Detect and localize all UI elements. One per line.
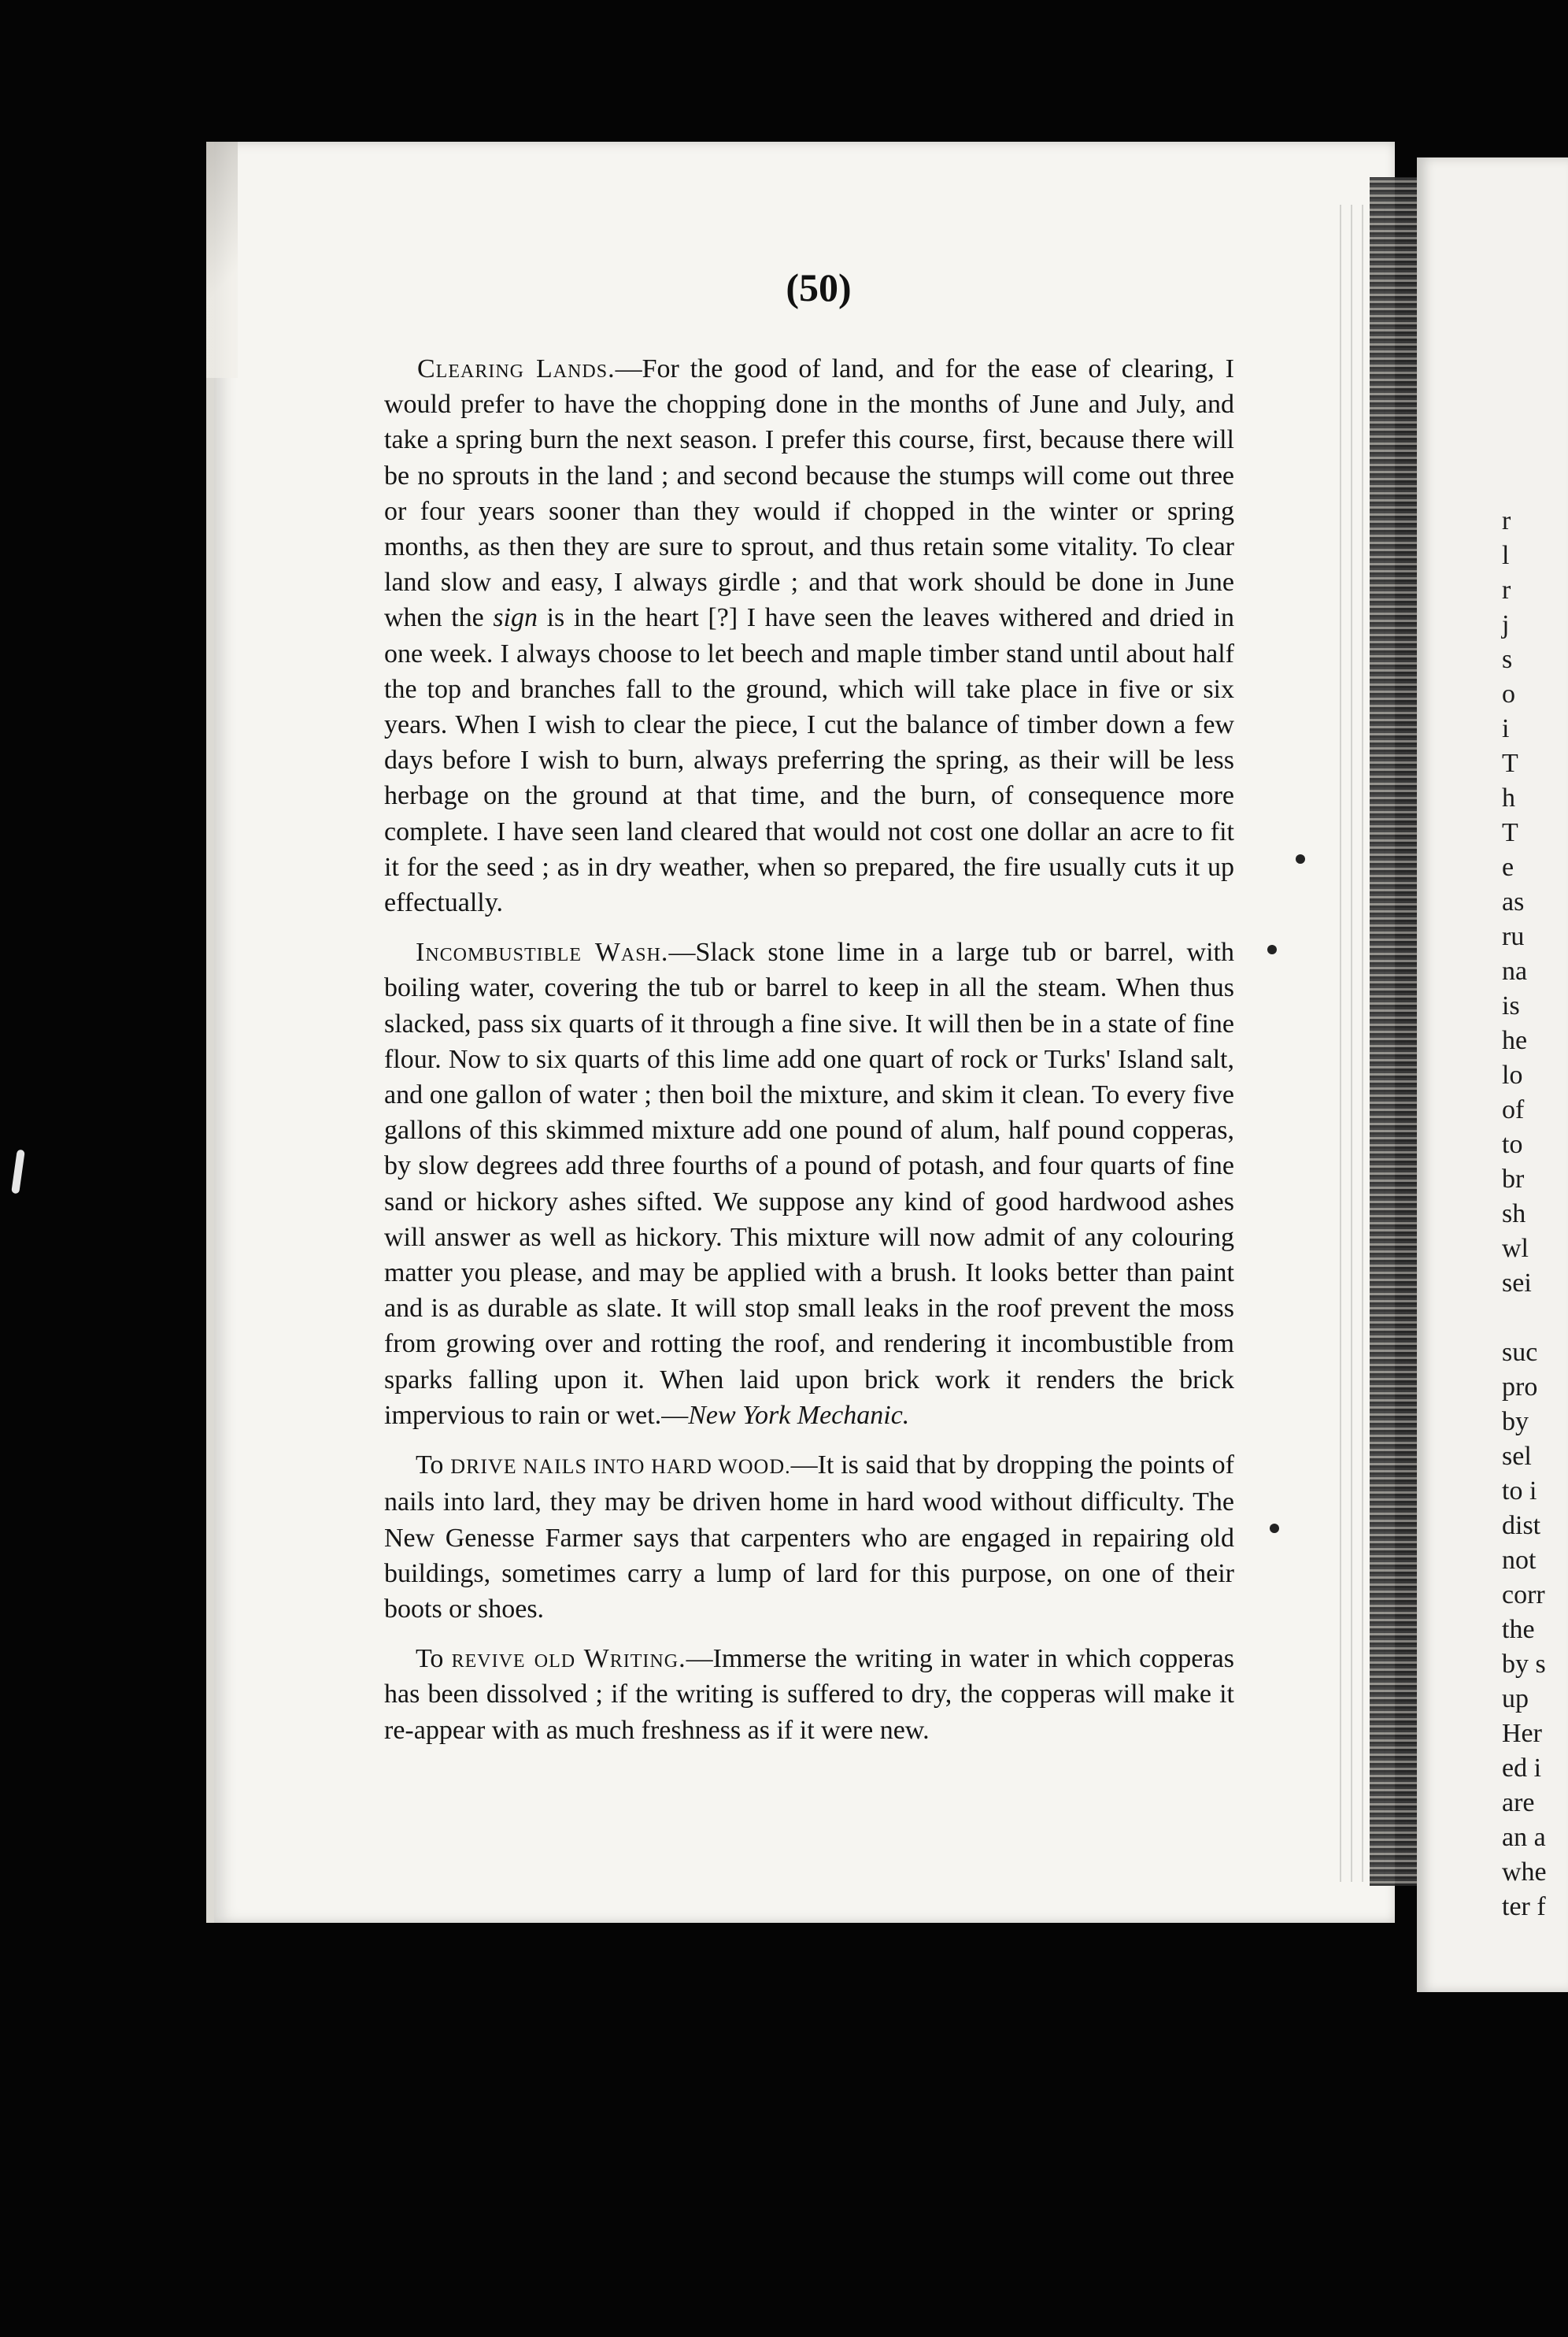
right-page-fragment: e [1502,853,1514,882]
right-page-fragment: sh [1502,1199,1526,1228]
right-page-fragment: na [1502,957,1528,986]
paragraph-drive-nails [384,1447,1234,1627]
right-page-fragment: as [1502,887,1525,917]
right-page-fragments [1502,504,1568,1924]
heading-incombustible-wash: Incombustible Wash. [416,938,669,968]
right-page-fragment: ru [1502,922,1525,951]
right-page-fragment: sel [1502,1442,1532,1471]
heading-prefix: To [416,1644,452,1674]
right-page-fragment: Her [1502,1719,1542,1748]
body-text: —It is said that by dropping the points of nails into lard, they may be driven home in hard wood without difficulty. The New Genesse Farmer says that carpenters who are engaged in repairing old buildings, sometimes carry a lump of lard for this purpose, on one of their boots or shoes. [384,1450,1234,1624]
heading-clearing-lands: Clearing Lands. [417,354,616,383]
right-page-fragment: not [1502,1546,1537,1575]
ink-blot [1270,1524,1279,1533]
right-page-fragment: br [1502,1165,1525,1194]
right-page-fragment: pro [1502,1372,1538,1402]
right-page-fragment: h [1502,783,1515,813]
right-page-fragment: sei [1502,1268,1532,1298]
right-page-fragment: r [1502,506,1511,535]
book-spine [1370,177,1417,1886]
body-text-continued: is in the heart [?] I have seen the leaves withered and dried in one week. I always choose to let beech and maple timber stand until about half the top and branches fall to the ground, which will take place in five or six years. When I wish to clear the piece, I cut the balance of timber down a few days before I wish to burn, always preferring the spring, as their will be less herbage on the ground at that time, and the burn, of consequence more complete. I have seen land cleared that would not cost one dollar an acre to fit it for the seed ; as in dry weather, when so prepared, the fire usually cuts it up effectually. [384,603,1234,918]
right-page-fragment: T [1502,818,1518,847]
right-page-fragment: to [1502,1130,1523,1159]
stray-mark [11,1150,25,1194]
italic-word: sign [493,603,538,633]
right-page-fragment: by s [1502,1650,1546,1679]
right-page-fragment: are [1502,1788,1535,1817]
right-page-fragment: wl [1502,1234,1529,1263]
text-block [384,351,1234,1762]
heading-revive-writing: revive old Writing. [451,1644,686,1674]
body-text: —Immerse the writing in water in which copperas has been dissolved ; if the writing is suffered to dry, the copperas will make it re-appear with as much freshness as if it were new. [384,1644,1234,1745]
right-page-fragment: ter f [1502,1892,1546,1921]
right-page-fragment: T [1502,749,1518,778]
right-page-fragment: is [1502,991,1520,1020]
right-page-fragment: s [1502,645,1513,674]
right-page-fragment: up [1502,1684,1529,1713]
source-citation: New York Mechanic. [688,1400,910,1430]
right-page-fragment: an a [1502,1823,1546,1852]
heading-prefix: To [416,1450,451,1480]
page-corner [206,142,238,378]
paragraph-revive-writing [384,1641,1234,1748]
paragraph-clearing-lands [384,351,1234,920]
right-page-fragment: he [1502,1026,1528,1055]
right-page-fragment: o [1502,680,1515,709]
heading-drive-nails: DRIVE NAILS INTO HARD WOOD. [450,1455,791,1479]
body-text: —Slack stone lime in a large tub or barrel, with boiling water, covering the tub or barrel to keep in all the steam. When thus slacked, pass six quarts of it through a fine sive. It will then be in a state of fine flour. Now to six quarts of this lime add one quart of rock or Turks' Island salt, and one gallon of water ; then boil the mixture, and skim it clean. To every five gallons of this skimmed mixture add one pound of alum, half pound copperas, by slow degrees add three fourths of a pound of potash, and four quarts of fine sand or hickory ashes sifted. We suppose any kind of good hardwood ashes will answer as well as hickory. This mixture will now admit of any colouring matter you please, and may be applied with a brush. It looks better than paint and is as durable as slate. It will stop small leaks in the roof prevent the moss from growing over and rotting the roof, and rendering it incombustible from sparks falling upon it. When laid upon brick work it renders the brick impervious to rain or wet.— [384,938,1234,1430]
right-page-fragment: the [1502,1615,1535,1644]
right-page-fragment: whe [1502,1857,1547,1887]
right-page-fragment: j [1502,610,1510,639]
right-page-fragment: dist [1502,1511,1541,1540]
right-page-fragment: of [1502,1095,1525,1124]
right-page-fragment: corr [1502,1580,1545,1609]
right-page-fragment: r [1502,576,1511,605]
right-page-fragment: i [1502,714,1510,743]
body-text: —For the good of land, and for the ease of clearing, I would prefer to have the chopping done in the months of June and July, and take a spring burn the next season. I prefer this course, first, because there will be no sprouts in the land ; and second because the stumps will come out three or four years sooner than they would if chopped in the winter or spring months, as then they are sure to sprout, and thus retain some vitality. To clear land slow and easy, I always girdle ; and that work should be done in June when the [384,354,1234,633]
right-page-fragment: suc [1502,1338,1538,1367]
ink-blot [1267,945,1277,954]
right-page-fragment: by [1502,1407,1529,1436]
page-number: (50) [786,265,852,309]
paragraph-incombustible-wash [384,935,1234,1433]
right-page-fragment: to i [1502,1476,1537,1506]
right-page-fragment: l [1502,541,1510,570]
ink-blot [1296,854,1305,864]
right-page-fragment: lo [1502,1061,1523,1090]
right-page-fragment: ed i [1502,1754,1542,1783]
right-page-fragment [1502,1301,1568,1335]
